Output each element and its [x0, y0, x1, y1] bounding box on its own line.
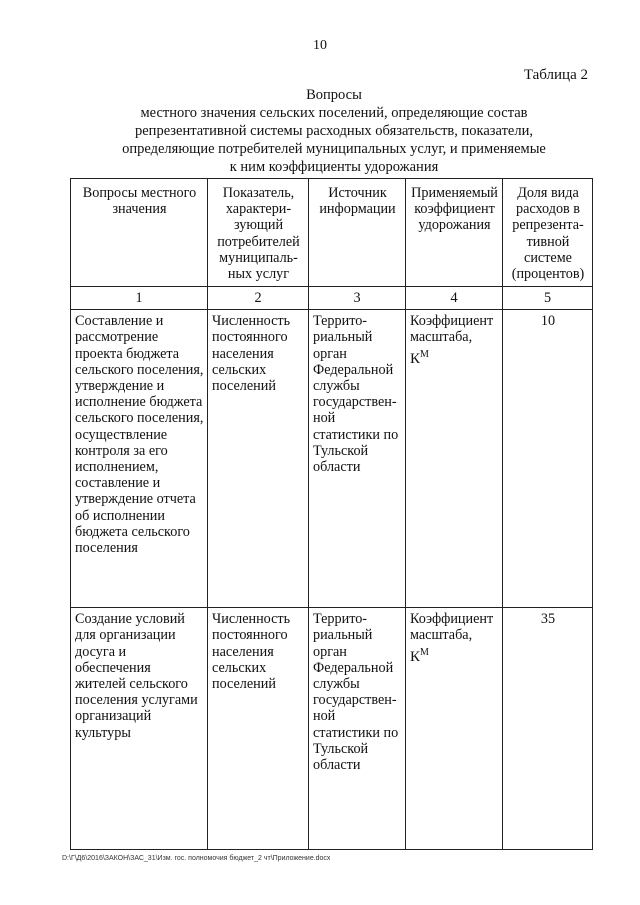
coefficient-cell: [406, 310, 503, 608]
source-cell: Террито-риальный орган Федеральной службы государствен-ной статистики по Тульской области: [309, 608, 406, 850]
coefficient-text: Коэффициент масштаба,: [410, 313, 494, 346]
title-line: местного значения сельских поселений, определяющие состав: [140, 105, 528, 121]
coefficient-letter: К: [410, 648, 421, 665]
document-title: [90, 86, 578, 176]
issue-cell: Создание условий для организации досуга и обеспечения жителей сельского поселения услугами организаций культуры: [71, 608, 208, 850]
indicator-cell: Численность постоянного населения сельских поселений: [208, 310, 309, 608]
coefficient-superscript: М: [420, 646, 429, 658]
share-cell: 35: [503, 608, 593, 850]
title-line: определяющие потребителей муниципальных услуг, и применяемые: [122, 141, 546, 157]
coefficient-symbol: [410, 347, 429, 367]
page-number: 10: [313, 38, 327, 53]
table-row: [71, 608, 593, 850]
column-number: 3: [309, 287, 406, 310]
footer-file-path: D:\Г\Д6\2016\ЗАКОН\ЗАС_31\Изм. гос. полномочия бюджет_2 чт\Приложение.docx: [62, 855, 331, 862]
header-source: Источник информации: [309, 179, 406, 287]
title-line: репрезентативной системы расходных обязательств, показатели,: [135, 123, 533, 139]
column-number: 2: [208, 287, 309, 310]
column-number: 4: [406, 287, 503, 310]
title-line: Вопросы: [306, 87, 362, 103]
expenditure-issues-table: [70, 178, 593, 850]
title-line: к ним коэффициенты удорожания: [229, 159, 439, 175]
share-cell: 10: [503, 310, 593, 608]
issue-cell: Составление и рассмотрение проекта бюджета сельского поселения, утверждение и исполнение бюджета сельского поселения, осуществление контроля за его исполнением, составление и утверждение отчета об исполнении бюджета сельского поселения: [71, 310, 208, 608]
header-share: Доля вида расходов в репрезента-тивной системе (процентов): [503, 179, 593, 287]
coefficient-cell: [406, 608, 503, 850]
indicator-cell: Численность постоянного населения сельских поселений: [208, 608, 309, 850]
coefficient-superscript: М: [420, 348, 429, 360]
source-cell: Террито-риальный орган Федеральной службы государствен-ной статистики по Тульской области: [309, 310, 406, 608]
table-label: Таблица 2: [523, 67, 588, 83]
coefficient-symbol: [410, 645, 429, 665]
column-number: 1: [71, 287, 208, 310]
coefficient-letter: К: [410, 350, 421, 367]
header-issues: Вопросы местного значения: [71, 179, 208, 287]
table-row: [71, 310, 593, 608]
coefficient-text: Коэффициент масштаба,: [410, 611, 494, 644]
header-indicator: Показатель, характери-зующий потребителей муниципаль-ных услуг: [208, 179, 309, 287]
table-header-row: [71, 179, 593, 287]
column-number-row: [71, 287, 593, 310]
column-number: 5: [503, 287, 593, 310]
header-coefficient: Применяемый коэффициент удорожания: [406, 179, 503, 287]
